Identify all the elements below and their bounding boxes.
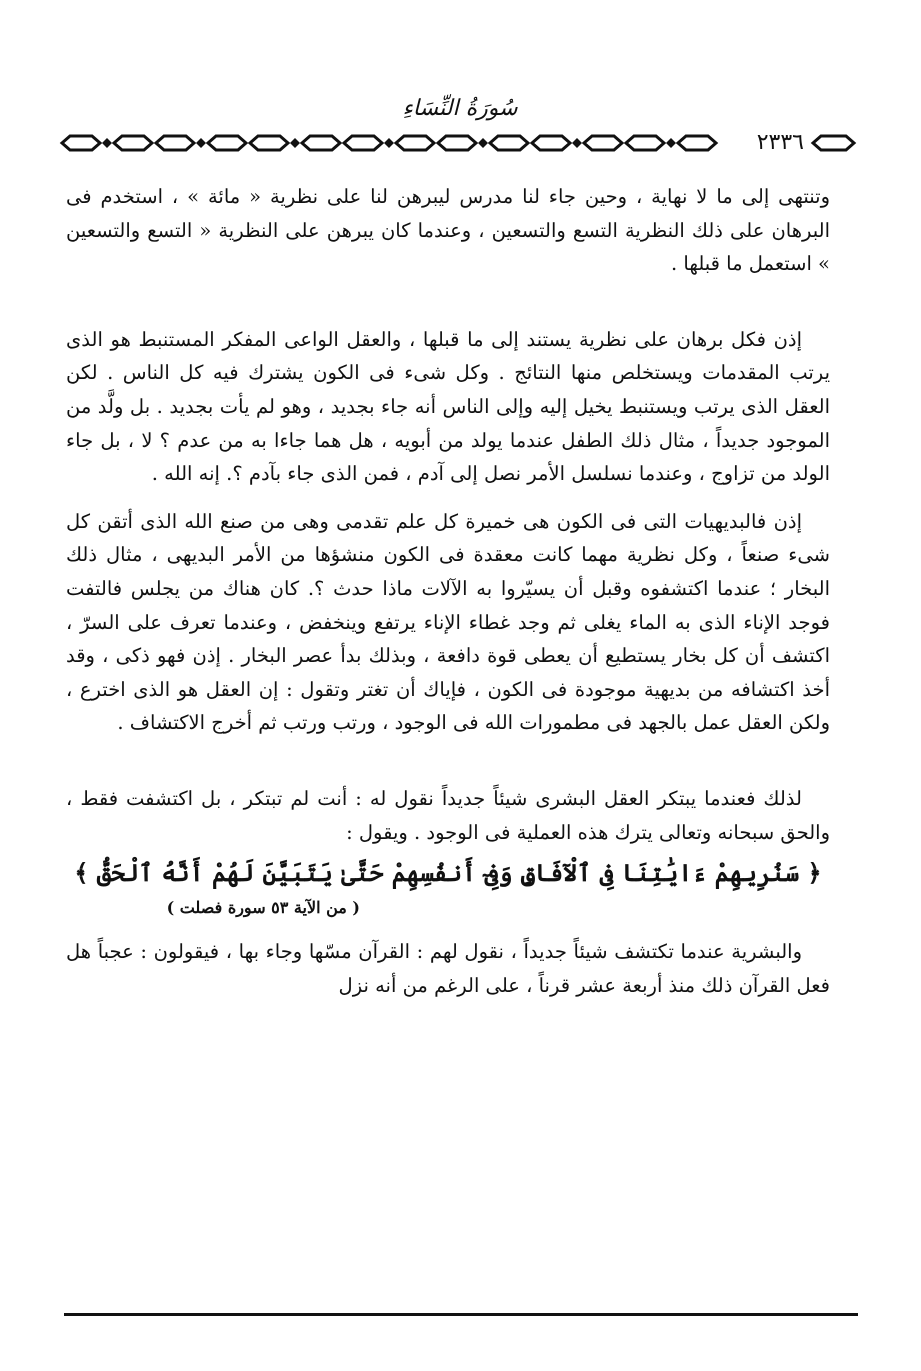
page-body xyxy=(66,180,830,1002)
chain-link xyxy=(396,136,434,150)
chain-link xyxy=(250,136,288,150)
paragraph-2: إذن فكل برهان على نظرية يستند إلى ما قبلها ، والعقل الواعى المفكر المستنبط هو الذى يرتب المقدمات ويستخلص منها النتائج . وكل شىء فى الكون يشترك فيه كل الناس . لكن العقل الذى يرتب ويستنبط يخيل إليه وإلى الناس أنه جاء بجديد ، وهو لم يأت بجديد . بل ولَّد من الموجود جديداً ، مثال ذلك الطفل عندما يولد من أبويه ، هل هما جاءا به من عدم ؟ لا ، بل جاء الولد من تزاوج ، وعندما نسلسل الأمر نصل إلى آدم ، فمن الذى جاء بآدم ؟. إنه الله . xyxy=(66,327,830,486)
chain-ornament xyxy=(58,128,858,158)
chain-diamond xyxy=(384,138,394,148)
paragraph-4: لذلك فعندما يبتكر العقل البشرى شيئاً جديداً نقول له : أنت لم تبتكر ، بل اكتشفت فقط ، والحق سبحانه وتعالى يترك هذه العملية فى الوجود . ويقول : xyxy=(66,786,830,844)
chain-link xyxy=(532,136,570,150)
chain-link xyxy=(678,136,716,150)
header-ornament-row xyxy=(58,128,858,158)
chain-link xyxy=(438,136,476,150)
chain-diamond xyxy=(102,138,112,148)
chain-link xyxy=(813,136,854,150)
paragraph-1: وتنتهى إلى ما لا نهاية ، وحين جاء لنا مدرس ليبرهن لنا على نظرية « مائة » ، استخدم فى البرهان على ذلك النظرية التسع والتسعين ، وعندما كان يبرهن على النظرية « التسع والتسعين » استعمل ما قبلها . xyxy=(66,185,830,276)
chain-diamond xyxy=(478,138,488,148)
chain-link xyxy=(302,136,340,150)
verse-reference: ( من الآية ٥٣ سورة فصلت ) xyxy=(166,898,360,918)
chain-link xyxy=(156,136,194,150)
paragraph-5: والبشرية عندما تكتشف شيئاً جديداً ، نقول لهم : القرآن مسّها وجاء بها ، فيقولون : عجباً هل فعل القرآن ذلك منذ أربعة عشر قرناً ، على الرغم من أنه نزل xyxy=(66,940,830,997)
chain-link xyxy=(584,136,622,150)
quran-verse: ﴿ سَنُرِيهِمْ ءَايَٰتِنَا فِى ٱلْآفَاقِ وَفِىٓ أَنفُسِهِمْ حَتَّىٰ يَتَبَيَّنَ لَهُمْ أَنَّهُ ٱلْحَقُّ ﴾ xyxy=(74,858,822,888)
chain-link xyxy=(626,136,664,150)
paragraph-3: إذن فالبديهيات التى فى الكون هى خميرة كل علم تقدمى وهى من صنع الله الذى أتقن كل شىء صنعاً ، وكل نظرية مهما كانت معقدة فى الكون منشؤها من الأمر البديهى ، مثال ذلك البخار ؛ عندما اكتشفوه وقبل أن يسيّروا به الآلات ماذا حدث ؟. كان هناك من يجلس فالتفت فوجد الإناء الذى به الماء يغلى ثم وجد غطاء الإناء يرتفع وينخفض ، وعندما تعرف على السرّ ، اكتشف أن كل بخار يستطيع أن يعطى قوة دافعة ، وبذلك بدأ عصر البخار . إذن فهو ذكى ، وقد أخذ اكتشافه من بديهية موجودة فى الكون ، فإياك أن تغتر وتقول : إن العقل هو الذى اخترع ، ولكن العقل عمل بالجهد فى مطمورات الله فى الوجود ، ورتب ورتب ثم أخرج الاكتشاف . xyxy=(66,509,830,735)
chain-link xyxy=(208,136,246,150)
surah-title: سُورَةُ النِّسَاءِ xyxy=(402,96,518,121)
bottom-rule xyxy=(64,1313,858,1316)
page-number: ٢٣٣٦ xyxy=(753,128,808,158)
chain-link xyxy=(490,136,528,150)
chain-link xyxy=(62,136,100,150)
chain-diamond xyxy=(666,138,676,148)
chain-link xyxy=(114,136,152,150)
chain-diamond xyxy=(290,138,300,148)
chain-diamond xyxy=(572,138,582,148)
chain-diamond xyxy=(196,138,206,148)
chain-link xyxy=(344,136,382,150)
